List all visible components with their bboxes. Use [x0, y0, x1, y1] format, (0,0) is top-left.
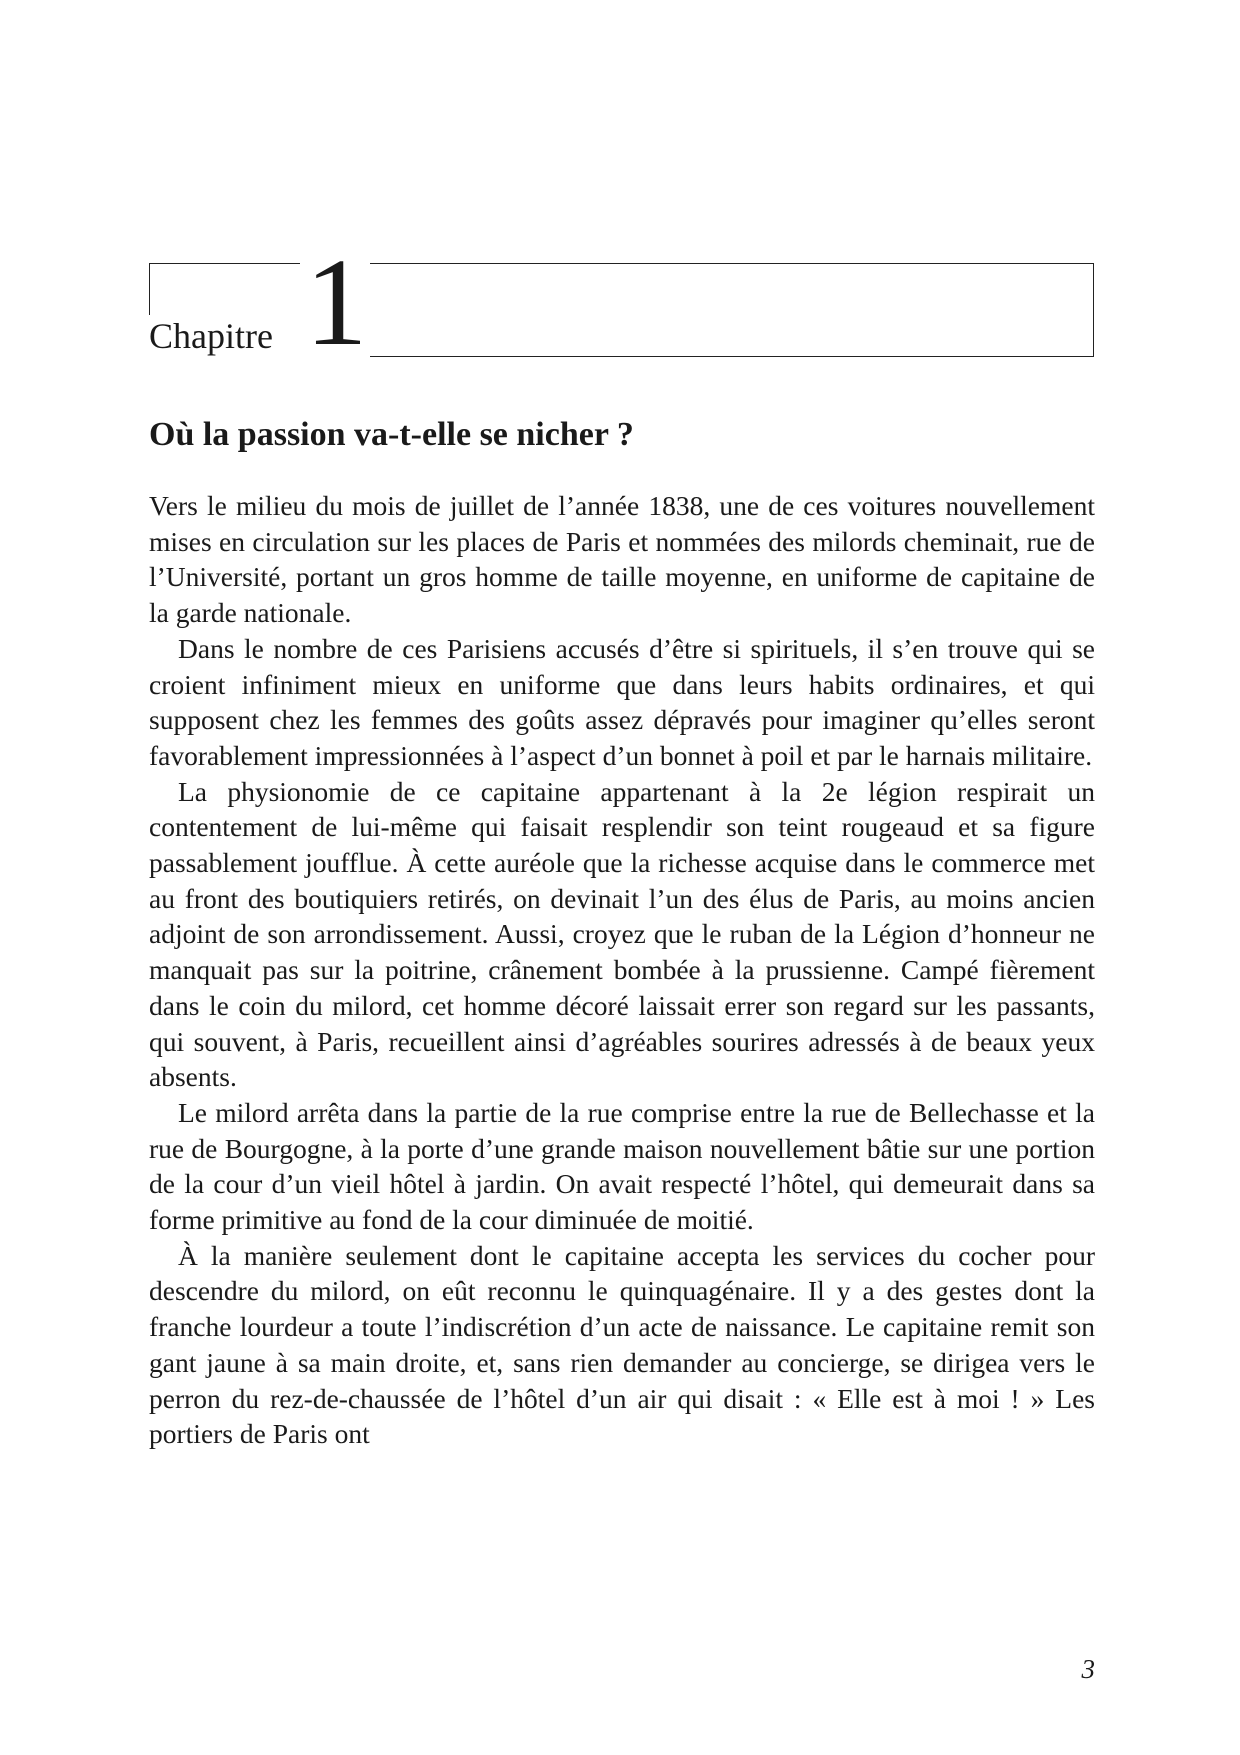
paragraph: Vers le milieu du mois de juillet de l’année 1838, une de ces voitures nouvellement mises en circulation sur les places de Paris et nommées des milords cheminait, rue de l’Université, portant un gros homme de taille moyenne, en uniforme de capitaine de la garde nationale.	[149, 490, 1095, 629]
page-number: 3	[1081, 1654, 1095, 1684]
chapter-label: Chapitre	[149, 316, 273, 356]
paragraph: À la manière seulement dont le capitaine accepta les services du cocher pour descendre du milord, on eût reconnu le quinquagénaire. Il y a des gestes dont la franche lourdeur a toute l’indiscrétion d’un acte de naissance. Le capitaine remit son gant jaune à sa main droite, et, sans rien demander au concierge, se dirigea vers le perron du rez-de-chaussée de l’hôtel d’un air qui disait : « Elle est à moi ! » Les portiers de Paris ont	[149, 1239, 1095, 1450]
paragraph: La physionomie de ce capitaine appartenant à la 2e légion respirait un contentement de lui-même qui faisait resplendir son teint rougeaud et sa figure passablement joufflue. À cette auréole que la richesse acquise dans le commerce met au front des boutiquiers retirés, on devinait l’un des élus de Paris, au moins ancien adjoint de son arrondissement. Aussi, croyez que le ruban de la Légion d’honneur ne manquait pas sur la poitrine, crânement bombée à la prussienne. Campé fièrement dans le coin du milord, cet homme décoré laissait errer son regard sur les passants, qui souvent, à Paris, recueillent ainsi d’agréables sourires adressés à de beaux yeux absents.	[149, 775, 1095, 1093]
section-title: Où la passion va-t-elle se nicher ?	[149, 416, 634, 453]
chapter-frame-right	[370, 263, 1094, 357]
paragraph: Le milord arrêta dans la partie de la rue comprise entre la rue de Bellechasse et la rue de Bourgogne, à la porte d’une grande maison nouvellement bâtie sur une portion de la cour d’un vieil hôtel à jardin. On avait respecté l’hôtel, qui demeurait dans sa forme primitive au fond de la cour diminuée de moitié.	[149, 1096, 1095, 1236]
paragraph: Dans le nombre de ces Parisiens accusés d’être si spirituels, il s’en trouve qui se croient infiniment mieux en uniforme que dans leurs habits ordinaires, et qui supposent chez les femmes des goûts assez dépravés pour imaginer qu’elles seront favorablement impressionnées à l’aspect d’un bonnet à poil et par le harnais militaire.	[149, 632, 1095, 771]
chapter-heading	[149, 234, 1095, 372]
chapter-frame-left	[149, 263, 300, 315]
chapter-number: 1	[305, 234, 368, 372]
body-text	[149, 488, 1095, 1452]
